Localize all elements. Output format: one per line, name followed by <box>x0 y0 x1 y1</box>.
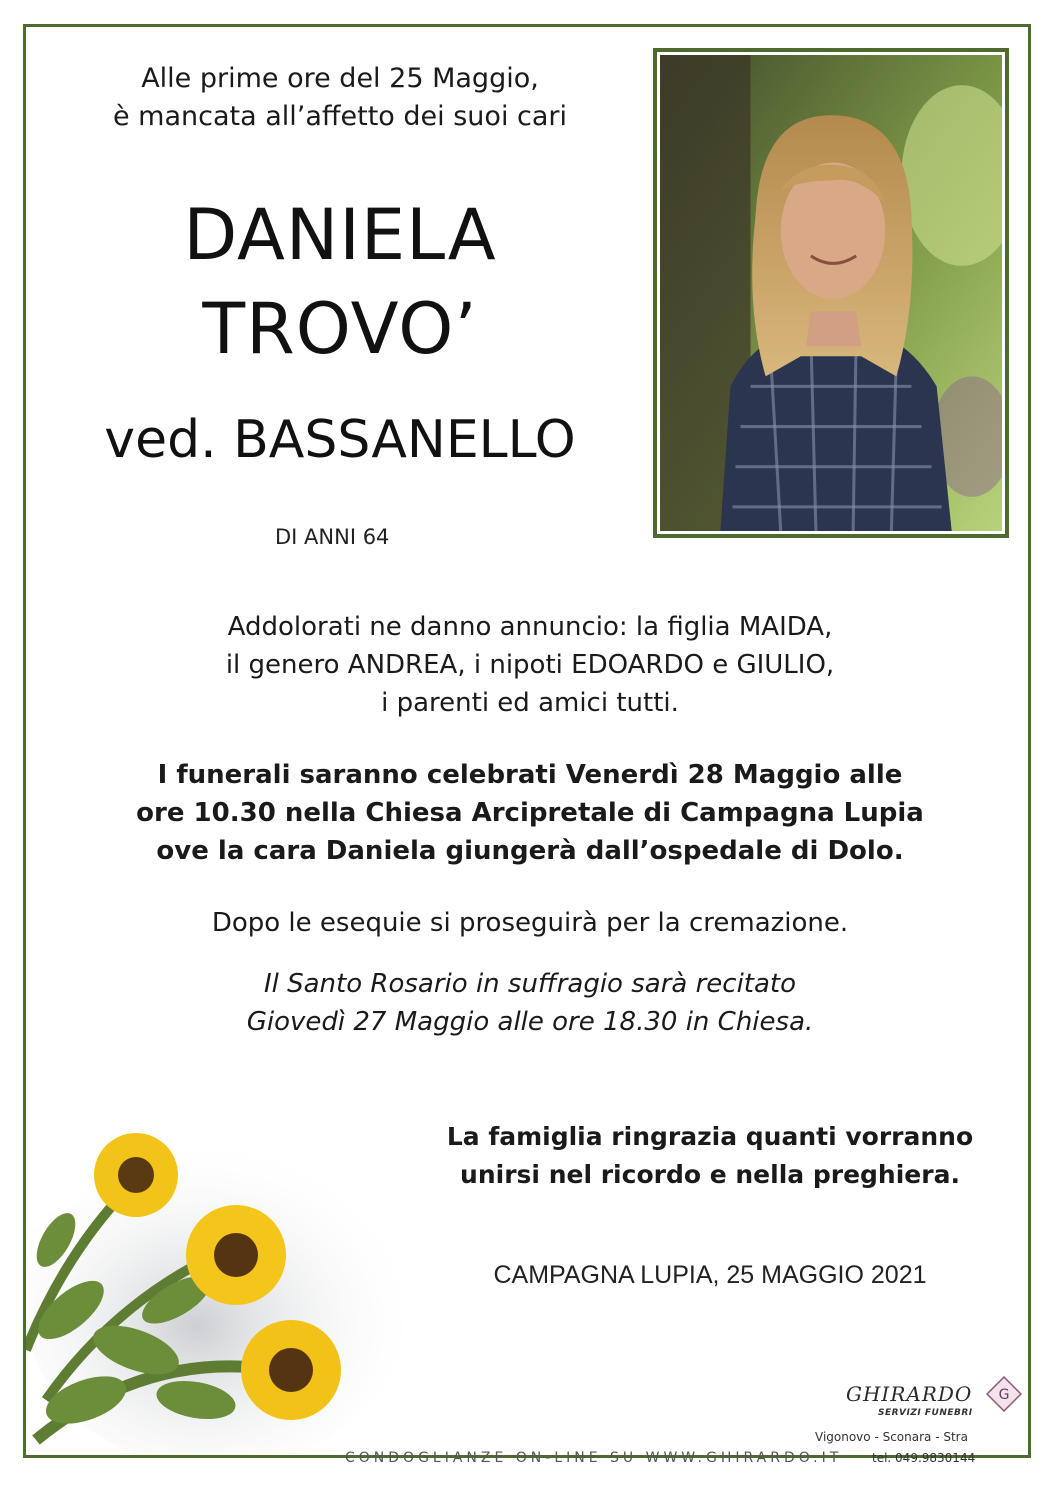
announcement-line-2: il genero ANDREA, i nipoti EDOARDO e GIULIO, <box>225 650 835 680</box>
portrait-image <box>660 55 1002 531</box>
announcement <box>60 608 1000 722</box>
brand-name: GHIRARDO <box>846 1382 973 1406</box>
brand-phone: tel. 049.9830144 <box>872 1451 976 1465</box>
intro-line-1: Alle prime ore del 25 Maggio, <box>141 63 539 94</box>
svg-text:G: G <box>998 1387 1010 1403</box>
rosary-note <box>60 965 1000 1041</box>
cremation-note: Dopo le esequie si proseguirà per la cremazione. <box>211 908 849 938</box>
funeral-line-3: ove la cara Daniela giungerà dall’ospedale di Dolo. <box>156 836 904 866</box>
age-label: DI ANNI 64 <box>275 525 390 549</box>
funeral-details <box>60 756 1000 870</box>
announcement-line-3: i parenti ed amici tutti. <box>381 688 679 718</box>
brand-subtitle: SERVIZI FUNEBRI <box>878 1408 973 1418</box>
condolences-link[interactable]: CONDOGLIANZE ON-LINE SU WWW.GHIRARDO.IT <box>345 1450 843 1466</box>
intro-line-2: è mancata all’affetto dei suoi cari <box>112 101 568 132</box>
thanks-line-1: La famiglia ringrazia quanti vorranno <box>446 1122 974 1151</box>
portrait-photo <box>653 48 1009 538</box>
place-date: CAMPAGNA LUPIA, 25 MAGGIO 2021 <box>493 1261 927 1289</box>
funeral-line-2: ore 10.30 nella Chiesa Arcipretale di Campagna Lupia <box>136 798 924 828</box>
family-thanks <box>430 1118 990 1194</box>
sunflowers-image <box>26 1100 406 1455</box>
widow-of: ved. BASSANELLO <box>104 410 576 470</box>
rosary-line-1: Il Santo Rosario in suffragio sarà recitato <box>263 969 797 999</box>
first-name: DANIELA <box>183 194 497 276</box>
logo-mark-icon <box>986 1376 1022 1412</box>
brand-locations: Vigonovo - Sconara - Stra <box>815 1430 968 1444</box>
intro-text <box>60 60 620 136</box>
funeral-line-1: I funerali saranno celebrati Venerdì 28 Maggio alle <box>157 760 903 790</box>
rosary-line-2: Giovedì 27 Maggio alle ore 18.30 in Chiesa. <box>246 1007 814 1037</box>
sunflowers-decoration <box>26 1100 406 1455</box>
announcement-line-1: Addolorati ne danno annuncio: la figlia MAIDA, <box>227 612 833 642</box>
last-name: TROVO’ <box>202 288 478 370</box>
thanks-line-2: unirsi nel ricordo e nella preghiera. <box>460 1160 960 1189</box>
deceased-name <box>60 188 620 376</box>
